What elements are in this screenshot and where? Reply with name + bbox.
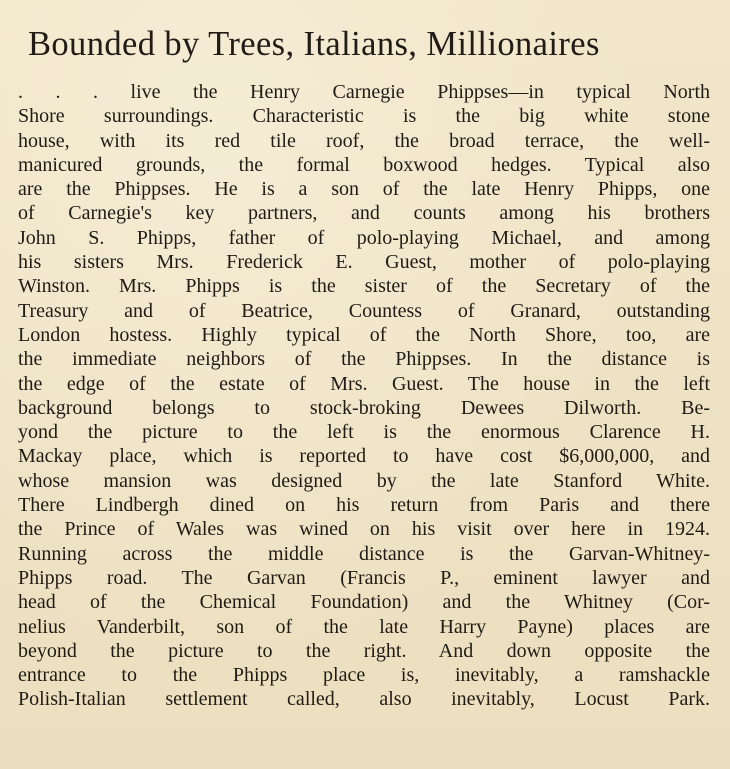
article-paragraph <box>18 80 710 712</box>
paragraph-line: house, with its red tile roof, the broad terrace, the well- <box>18 129 710 152</box>
cropped-previous-line <box>18 0 708 6</box>
paragraph-line: head of the Chemical Foundation) and the Whitney (Cor- <box>18 591 710 614</box>
article-heading: Bounded by Trees, Italians, Millionaires <box>28 25 600 63</box>
paragraph-line: Polish-Italian settlement called, also inevitably, Locust Park. <box>18 688 710 711</box>
paragraph-line: the immediate neighbors of the Phippses. In the distance is <box>18 348 710 371</box>
paragraph-line: the Prince of Wales was wined on his visit over here in 1924. <box>18 518 710 541</box>
paragraph-line: entrance to the Phipps place is, inevitably, a ramshackle <box>18 664 710 687</box>
paragraph-line: There Lindbergh dined on his return from Paris and there <box>18 494 710 517</box>
paragraph-line: his sisters Mrs. Frederick E. Guest, mother of polo-playing <box>18 251 710 274</box>
paragraph-line: Running across the middle distance is the Garvan-Whitney- <box>18 542 710 565</box>
paragraph-line: nelius Vanderbilt, son of the late Harry Payne) places are <box>18 615 710 638</box>
paragraph-line: London hostess. Highly typical of the North Shore, too, are <box>18 323 710 346</box>
paragraph-line: beyond the picture to the right. And down opposite the <box>18 639 710 662</box>
paragraph-line: of Carnegie's key partners, and counts among his brothers <box>18 202 710 225</box>
paragraph-line: John S. Phipps, father of polo-playing Michael, and among <box>18 226 710 249</box>
paragraph-line: Phipps road. The Garvan (Francis P., eminent lawyer and <box>18 566 710 589</box>
paragraph-line: Treasury and of Beatrice, Countess of Granard, outstanding <box>18 299 710 322</box>
paragraph-line: whose mansion was designed by the late Stanford White. <box>18 469 710 492</box>
paragraph-line: Mackay place, which is reported to have cost $6,000,000, and <box>18 445 710 468</box>
paragraph-line: . . . live the Henry Carnegie Phippses—in typical North <box>18 81 710 103</box>
paragraph-line: background belongs to stock-broking Dewees Dilworth. Be- <box>18 396 710 419</box>
paragraph-line: are the Phippses. He is a son of the late Henry Phipps, one <box>18 178 710 201</box>
paragraph-line: manicured grounds, the formal boxwood hedges. Typical also <box>18 153 710 176</box>
paragraph-line: yond the picture to the left is the enormous Clarence H. <box>18 421 710 444</box>
paragraph-line: Winston. Mrs. Phipps is the sister of the Secretary of the <box>18 275 710 298</box>
paragraph-line: Shore surroundings. Characteristic is the big white stone <box>18 105 710 128</box>
paragraph-line: the edge of the estate of Mrs. Guest. The house in the left <box>18 372 710 395</box>
